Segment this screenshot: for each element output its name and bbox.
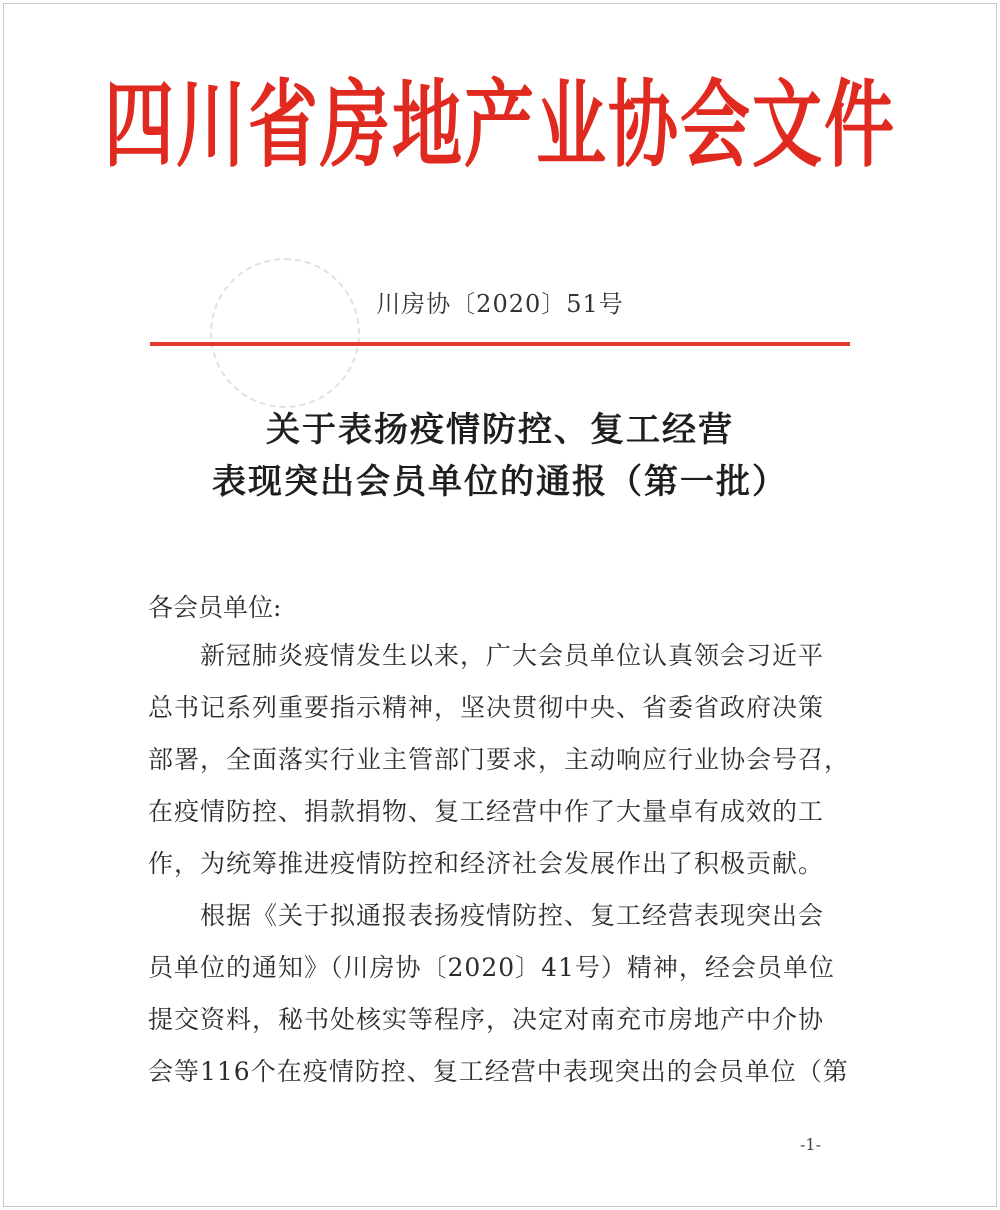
- paragraph-2-line-3: 提交资料，秘书处核实等程序，决定对南充市房地产中介协: [148, 1005, 825, 1034]
- page-number: -1-: [800, 1135, 821, 1154]
- paragraph-1-line-1: 新冠肺炎疫情发生以来，广大会员单位认真领会习近平: [200, 641, 825, 670]
- document-masthead: 四川省房地产业协会文件: [104, 69, 896, 181]
- red-divider-rule: [150, 342, 850, 346]
- paragraph-1-line-5: 作，为统筹推进疫情防控和经济社会发展作出了积极贡献。: [148, 849, 825, 878]
- salutation: 各会员单位:: [148, 593, 282, 622]
- document-title-line-2: 表现突出会员单位的通报（第一批）: [212, 462, 788, 502]
- paragraph-1-line-4: 在疫情防控、捐款捐物、复工经营中作了大量卓有成效的工: [148, 797, 825, 826]
- paragraph-1-line-3: 部署，全面落实行业主管部门要求，主动响应行业协会号召，: [148, 745, 851, 774]
- document-title-line-1: 关于表扬疫情防控、复工经营: [266, 410, 734, 450]
- faded-seal: [210, 258, 360, 408]
- paragraph-2-line-4: 会等116个在疫情防控、复工经营中表现突出的会员单位（第: [148, 1057, 849, 1086]
- paragraph-2-line-2: 员单位的通知》（川房协〔2020〕41号）精神，经会员单位: [148, 953, 835, 982]
- paragraph-1-line-2: 总书记系列重要指示精神，坚决贯彻中央、省委省政府决策: [148, 693, 825, 722]
- paragraph-2-line-1: 根据《关于拟通报表扬疫情防控、复工经营表现突出会: [200, 901, 825, 930]
- document-number: 川房协〔2020〕51号: [376, 290, 624, 318]
